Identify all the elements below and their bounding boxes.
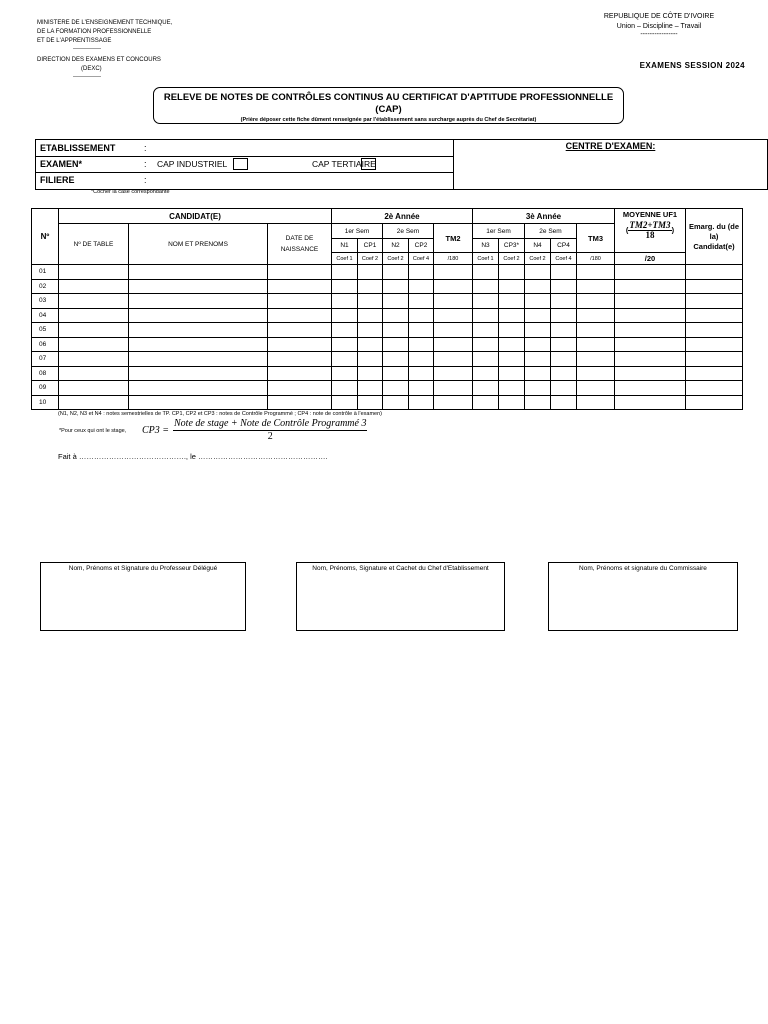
cp4-cell[interactable] [551, 395, 577, 410]
examen-label: EXAMEN* [40, 159, 83, 169]
n1-cell[interactable] [332, 294, 358, 309]
cap-industriel-label: CAP INDUSTRIEL [157, 159, 228, 169]
n4-cell[interactable] [525, 381, 551, 396]
date-cell[interactable] [268, 337, 332, 352]
n2-cell[interactable] [383, 366, 409, 381]
table-row [32, 294, 743, 309]
n4-cell[interactable] [525, 308, 551, 323]
n4-header: N4 [525, 239, 551, 253]
ministry-line: MINISTERE DE L'ENSEIGNEMENT TECHNIQUE, [37, 20, 173, 26]
cp3-cell[interactable] [499, 265, 525, 280]
tm2-cell[interactable] [434, 265, 473, 280]
row-number: 04 [32, 308, 59, 323]
emarg-cell[interactable] [686, 395, 743, 410]
moyenne-cell[interactable] [615, 323, 686, 338]
date-cell[interactable] [268, 265, 332, 280]
cp4-cell[interactable] [551, 323, 577, 338]
table-no-cell[interactable] [59, 294, 129, 309]
nom-cell[interactable] [129, 381, 268, 396]
annee3-header: 3è Année [473, 209, 615, 224]
n1-cell[interactable] [332, 323, 358, 338]
cp1-cell[interactable] [358, 308, 383, 323]
row-number: 03 [32, 294, 59, 309]
date-cell[interactable] [268, 294, 332, 309]
table-row [32, 395, 743, 410]
row-number: 01 [32, 265, 59, 280]
coef-cell: Coef 2 [358, 253, 383, 265]
n1-cell[interactable] [332, 279, 358, 294]
cp3-cell[interactable] [499, 323, 525, 338]
emarg-cell[interactable] [686, 294, 743, 309]
annee2-header: 2è Année [332, 209, 473, 224]
n4-cell[interactable] [525, 265, 551, 280]
cp1-cell[interactable] [358, 381, 383, 396]
cp3-cell[interactable] [499, 366, 525, 381]
cp1-cell[interactable] [358, 352, 383, 367]
tm3-cell[interactable] [577, 279, 615, 294]
cp4-header: CP4 [551, 239, 577, 253]
n3-cell[interactable] [473, 381, 499, 396]
n1-cell[interactable] [332, 381, 358, 396]
cp3-fraction [173, 418, 367, 443]
tm3-cell[interactable] [577, 294, 615, 309]
n1-cell[interactable] [332, 395, 358, 410]
n2-cell[interactable] [383, 279, 409, 294]
table-row [32, 308, 743, 323]
cp1-cell[interactable] [358, 395, 383, 410]
nom-cell[interactable] [129, 308, 268, 323]
n1-cell[interactable] [332, 352, 358, 367]
n2-cell[interactable] [383, 352, 409, 367]
cp4-cell[interactable] [551, 381, 577, 396]
n4-cell[interactable] [525, 366, 551, 381]
cp2-cell[interactable] [409, 279, 434, 294]
cp1-header: CP1 [358, 239, 383, 253]
tm3-cell[interactable] [577, 337, 615, 352]
nom-cell[interactable] [129, 337, 268, 352]
date-cell[interactable] [268, 395, 332, 410]
moyenne-divisor: /20 [615, 253, 686, 265]
stage-label: *Pour ceux qui ont le stage, [59, 428, 127, 434]
cp3-symbol: CP3 = [142, 425, 170, 436]
col-no-header: Nº [32, 209, 59, 265]
row-number: 09 [32, 381, 59, 396]
moyenne-formula: ( $\frac{TM2+TM3}{18}$ ) [625, 220, 675, 240]
cp3-cell[interactable] [499, 337, 525, 352]
table-row [32, 279, 743, 294]
n2-cell[interactable] [383, 381, 409, 396]
cp2-cell[interactable] [409, 366, 434, 381]
tm3-cell[interactable] [577, 265, 615, 280]
coef-cell: Coef 2 [499, 253, 525, 265]
date-cell[interactable] [268, 279, 332, 294]
n3-cell[interactable] [473, 323, 499, 338]
separator: ---------------- [640, 31, 678, 38]
cp3-cell[interactable] [499, 308, 525, 323]
table-row [32, 337, 743, 352]
cap-industriel-checkbox[interactable] [233, 158, 248, 170]
n3-header: N3 [473, 239, 499, 253]
emarg-cell[interactable] [686, 265, 743, 280]
nom-cell[interactable] [129, 366, 268, 381]
moyenne-cell[interactable] [615, 337, 686, 352]
table-no-header: Nº DE TABLE [59, 224, 129, 265]
moyenne-cell[interactable] [615, 294, 686, 309]
emarg-cell[interactable] [686, 352, 743, 367]
sem1-header: 1er Sem [473, 224, 525, 239]
cp1-cell[interactable] [358, 366, 383, 381]
cap-tertiaire-checkbox[interactable] [361, 158, 376, 170]
table-row [32, 352, 743, 367]
filiere-row[interactable] [36, 172, 454, 189]
tm2-header: TM2 [434, 224, 473, 253]
sem2-header: 2e Sem [383, 224, 434, 239]
exam-session: EXAMENS SESSION 2024 [639, 61, 745, 70]
table-no-cell[interactable] [59, 308, 129, 323]
tm2-cell[interactable] [434, 337, 473, 352]
coef-cell: Coef 4 [409, 253, 434, 265]
date-cell[interactable] [268, 366, 332, 381]
form-title: RELEVE DE NOTES DE CONTRÔLES CONTINUS AU CERTIFICAT D'APTITUDE PROFESSIONNELLE (CAP) [163, 92, 614, 115]
n3-cell[interactable] [473, 294, 499, 309]
cp4-cell[interactable] [551, 294, 577, 309]
tm2-cell[interactable] [434, 323, 473, 338]
nom-cell[interactable] [129, 294, 268, 309]
coef-cell: Coef 2 [525, 253, 551, 265]
date-cell[interactable] [268, 352, 332, 367]
date-cell[interactable] [268, 308, 332, 323]
signature-label: Nom, Prénoms, Signature et Cachet du Chef d'Etablissement [312, 565, 489, 572]
n2-header: N2 [383, 239, 409, 253]
moyenne-cell[interactable] [615, 308, 686, 323]
tm3-cell[interactable] [577, 352, 615, 367]
row-number: 08 [32, 366, 59, 381]
moyenne-label: MOYENNE UF1 [622, 210, 678, 219]
cp2-cell[interactable] [409, 265, 434, 280]
moyenne-cell[interactable] [615, 381, 686, 396]
ministry-header [37, 19, 227, 80]
nom-cell[interactable] [129, 265, 268, 280]
n3-cell[interactable] [473, 279, 499, 294]
tm2-cell[interactable] [434, 395, 473, 410]
emarg-cell[interactable] [686, 279, 743, 294]
tm2-cell[interactable] [434, 366, 473, 381]
tm3-cell[interactable] [577, 308, 615, 323]
n4-cell[interactable] [525, 279, 551, 294]
country-header [584, 12, 734, 38]
n1-cell[interactable] [332, 337, 358, 352]
grades-table [31, 208, 743, 410]
cp2-cell[interactable] [409, 294, 434, 309]
cp4-cell[interactable] [551, 265, 577, 280]
date-cell[interactable] [268, 381, 332, 396]
tm2-cell[interactable] [434, 352, 473, 367]
n1-cell[interactable] [332, 308, 358, 323]
emarg-cell[interactable] [686, 337, 743, 352]
tm3-divisor: /180 [577, 253, 615, 265]
direction-acronym: (DEXC) [81, 66, 102, 72]
coef-cell: Coef 2 [383, 253, 409, 265]
n2-cell[interactable] [383, 395, 409, 410]
cp4-cell[interactable] [551, 308, 577, 323]
cap-tertiaire-label: CAP TERTIAIRE [312, 159, 376, 169]
n3-cell[interactable] [473, 265, 499, 280]
cp3-cell[interactable] [499, 381, 525, 396]
table-row [32, 381, 743, 396]
signature-label: Nom, Prénoms et Signature du Professeur Délégué [68, 565, 218, 572]
row-number: 06 [32, 337, 59, 352]
table-no-cell[interactable] [59, 337, 129, 352]
date-header: DATE DE NAISSANCE [268, 224, 332, 265]
moyenne-header [615, 209, 686, 253]
cp3-cell[interactable] [499, 294, 525, 309]
cp4-cell[interactable] [551, 352, 577, 367]
moyenne-cell[interactable] [615, 352, 686, 367]
sem2-header: 2e Sem [525, 224, 577, 239]
cp4-cell[interactable] [551, 366, 577, 381]
form-subtitle: (Prière déposer cette fiche dûment renseignée par l'établissement sans surcharge auprès du Chef de Secrétariat) [240, 117, 537, 123]
moyenne-cell[interactable] [615, 366, 686, 381]
checkbox-note: *Cocher la case correspondante [91, 189, 170, 195]
moyenne-cell[interactable] [615, 395, 686, 410]
cp3-cell[interactable] [499, 279, 525, 294]
tm3-cell[interactable] [577, 381, 615, 396]
cp3-cell[interactable] [499, 395, 525, 410]
tm3-cell[interactable] [577, 323, 615, 338]
cp1-cell[interactable] [358, 337, 383, 352]
table-no-cell[interactable] [59, 265, 129, 280]
cp1-cell[interactable] [358, 294, 383, 309]
tm2-cell[interactable] [434, 279, 473, 294]
row-number: 10 [32, 395, 59, 410]
cp2-cell[interactable] [409, 337, 434, 352]
moyenne-cell[interactable] [615, 279, 686, 294]
cp2-cell[interactable] [409, 395, 434, 410]
n4-cell[interactable] [525, 294, 551, 309]
emarg-cell[interactable] [686, 381, 743, 396]
cp2-cell[interactable] [409, 323, 434, 338]
cp2-cell[interactable] [409, 308, 434, 323]
table-row [32, 265, 743, 280]
date-cell[interactable] [268, 323, 332, 338]
nom-header: NOM ET PRENOMS [129, 224, 268, 265]
direction-line: DIRECTION DES EXAMENS ET CONCOURS [37, 57, 161, 63]
n2-cell[interactable] [383, 294, 409, 309]
table-no-cell[interactable] [59, 395, 129, 410]
n3-cell[interactable] [473, 337, 499, 352]
table-no-cell[interactable] [59, 352, 129, 367]
cp4-cell[interactable] [551, 279, 577, 294]
row-number: 07 [32, 352, 59, 367]
tm3-header: TM3 [577, 224, 615, 253]
table-body [32, 265, 743, 410]
emarg-header: Emarg. du (de la) Candidat(e) [686, 209, 743, 265]
colon: : [144, 159, 147, 169]
table-no-cell[interactable] [59, 366, 129, 381]
n4-cell[interactable] [525, 337, 551, 352]
tm2-cell[interactable] [434, 294, 473, 309]
tm3-cell[interactable] [577, 366, 615, 381]
table-row [32, 323, 743, 338]
signature-box-chef[interactable] [296, 562, 505, 631]
n3-cell[interactable] [473, 395, 499, 410]
emarg-cell[interactable] [686, 366, 743, 381]
filiere-label: FILIERE [40, 175, 75, 185]
candidat-header: CANDIDAT(E) [59, 209, 332, 224]
title-box [153, 87, 624, 124]
colon: : [144, 175, 147, 185]
notes-legend: (N1, N2, N3 et N4 : notes semestrielles de TP. CP1, CP2 et CP3 : notes de Contrôle Programmé ; CP4 : note de contrôle à l'examen) [58, 411, 382, 417]
cp2-cell[interactable] [409, 352, 434, 367]
moyenne-cell[interactable] [615, 265, 686, 280]
cp3-denominator: 2 [267, 431, 273, 442]
tm2-cell[interactable] [434, 308, 473, 323]
table-row [32, 366, 743, 381]
row-number: 05 [32, 323, 59, 338]
cp4-cell[interactable] [551, 337, 577, 352]
cp2-cell[interactable] [409, 381, 434, 396]
moyenne-numerator: TM2+TM3 [629, 220, 671, 230]
n4-cell[interactable] [525, 395, 551, 410]
n2-cell[interactable] [383, 323, 409, 338]
centre-examen-label: CENTRE D'EXAMEN: [565, 141, 656, 151]
cp1-cell[interactable] [358, 265, 383, 280]
ministry-line: ET DE L'APPRENTISSAGE [37, 38, 112, 44]
emarg-cell[interactable] [686, 308, 743, 323]
separator: -------------- [73, 74, 101, 80]
n4-cell[interactable] [525, 323, 551, 338]
nom-cell[interactable] [129, 279, 268, 294]
n3-cell[interactable] [473, 308, 499, 323]
coef-cell: Coef 1 [332, 253, 358, 265]
examen-row [36, 156, 454, 173]
signature-box-commissaire[interactable] [548, 562, 738, 631]
colon: : [144, 143, 147, 153]
country-motto: Union – Discipline – Travail [616, 23, 702, 30]
cp3-cell[interactable] [499, 352, 525, 367]
cp3-header: CP3* [499, 239, 525, 253]
n2-cell[interactable] [383, 308, 409, 323]
cp1-cell[interactable] [358, 279, 383, 294]
sem1-header: 1er Sem [332, 224, 383, 239]
coef-cell: Coef 4 [551, 253, 577, 265]
n1-header: N1 [332, 239, 358, 253]
cp3-numerator: Note de stage + Note de Contrôle Programmé 3 [174, 418, 367, 429]
n3-cell[interactable] [473, 352, 499, 367]
etablissement-row[interactable] [36, 140, 454, 157]
n2-cell[interactable] [383, 337, 409, 352]
cp1-cell[interactable] [358, 323, 383, 338]
info-box [35, 139, 768, 190]
tm2-divisor: /180 [434, 253, 473, 265]
info-left-column [36, 140, 454, 189]
etablissement-label: ETABLISSEMENT [40, 143, 116, 153]
table-no-cell[interactable] [59, 323, 129, 338]
nom-cell[interactable] [129, 395, 268, 410]
coef-cell: Coef 1 [473, 253, 499, 265]
ministry-line: DE LA FORMATION PROFESSIONNELLE [37, 29, 152, 35]
table-no-cell[interactable] [59, 279, 129, 294]
n3-cell[interactable] [473, 366, 499, 381]
tm2-cell[interactable] [434, 381, 473, 396]
tm3-cell[interactable] [577, 395, 615, 410]
cp2-header: CP2 [409, 239, 434, 253]
fait-a-line[interactable]: Fait à ……………………………………., le ……………………………………………. [58, 452, 328, 461]
n2-cell[interactable] [383, 265, 409, 280]
row-number: 02 [32, 279, 59, 294]
n1-cell[interactable] [332, 265, 358, 280]
n1-cell[interactable] [332, 366, 358, 381]
moyenne-denominator: 18 [645, 230, 655, 240]
n4-cell[interactable] [525, 352, 551, 367]
signature-box-professeur[interactable] [40, 562, 246, 631]
country-name: REPUBLIQUE DE CÔTE D'IVOIRE [603, 13, 715, 20]
separator: -------------- [73, 46, 101, 52]
emarg-cell[interactable] [686, 323, 743, 338]
signature-label: Nom, Prénoms et signature du Commissaire [579, 565, 707, 572]
cp3-formula [59, 418, 419, 444]
nom-cell[interactable] [129, 323, 268, 338]
nom-cell[interactable] [129, 352, 268, 367]
table-no-cell[interactable] [59, 381, 129, 396]
